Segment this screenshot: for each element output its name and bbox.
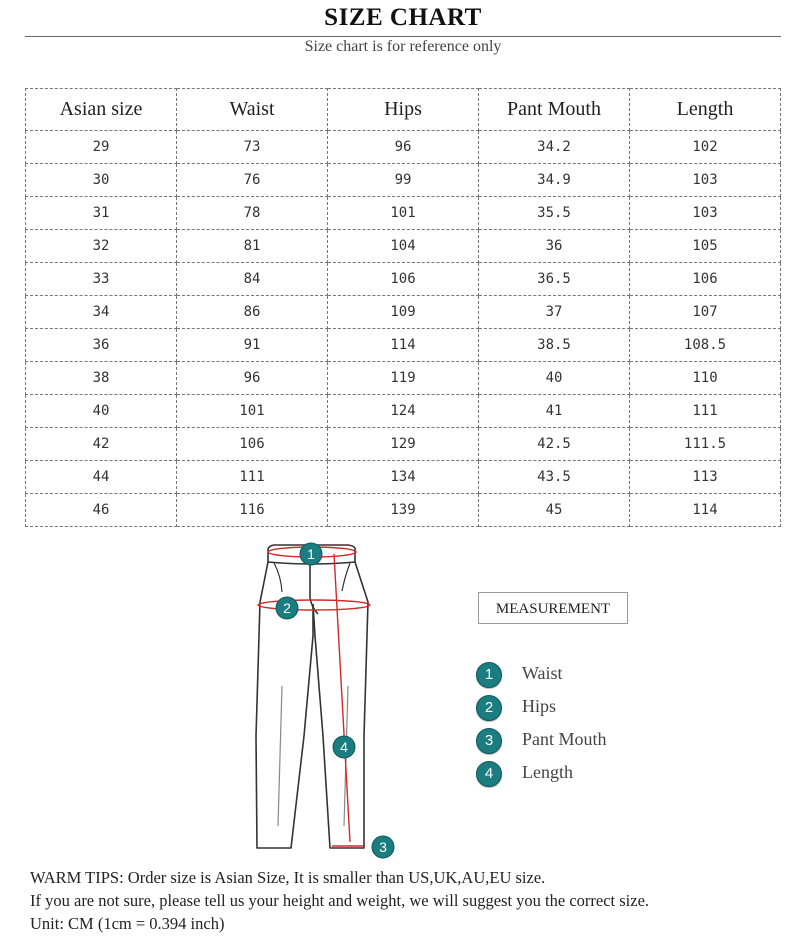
cell-pant-mouth: 34.9	[479, 164, 630, 197]
cell-length: 111	[630, 395, 781, 428]
cell-waist: 101	[177, 395, 328, 428]
legend-item-hips	[476, 695, 676, 721]
cell-waist: 76	[177, 164, 328, 197]
column-header-length: Length	[630, 89, 781, 131]
cell-waist: 84	[177, 263, 328, 296]
column-header-waist: Waist	[177, 89, 328, 131]
cell-waist: 96	[177, 362, 328, 395]
cell-waist: 106	[177, 428, 328, 461]
cell-hips: 119	[328, 362, 479, 395]
legend-item-pant-mouth	[476, 728, 676, 754]
pocket-left	[274, 563, 282, 592]
tips-line-1: WARM TIPS: Order size is Asian Size, It is smaller than US,UK,AU,EU size.	[30, 868, 546, 887]
cell-hips: 106	[328, 263, 479, 296]
marker-1-label: 1	[307, 546, 315, 562]
tips-unit-note: Unit: CM (1cm = 0.394 inch)	[30, 914, 225, 933]
cell-length: 113	[630, 461, 781, 494]
cell-length: 108.5	[630, 329, 781, 362]
cell-asian-size: 31	[26, 197, 177, 230]
legend-label: Pant Mouth	[522, 729, 607, 749]
cell-pant-mouth: 38.5	[479, 329, 630, 362]
table-row	[26, 197, 781, 230]
table-row	[26, 230, 781, 263]
number-1-icon: 1	[476, 662, 502, 688]
legend-item-length	[476, 761, 676, 787]
table-row	[26, 395, 781, 428]
marker-2-label: 2	[283, 600, 291, 616]
cell-length: 103	[630, 164, 781, 197]
measurement-heading: MEASUREMENT	[478, 592, 628, 624]
right-leg-outline	[313, 562, 368, 848]
cell-waist: 91	[177, 329, 328, 362]
cell-waist: 81	[177, 230, 328, 263]
cell-length: 107	[630, 296, 781, 329]
cell-hips: 109	[328, 296, 479, 329]
legend-label: Waist	[522, 663, 563, 683]
cell-length: 110	[630, 362, 781, 395]
cell-asian-size: 44	[26, 461, 177, 494]
table-row	[26, 263, 781, 296]
cell-hips: 114	[328, 329, 479, 362]
cell-pant-mouth: 42.5	[479, 428, 630, 461]
cell-asian-size: 33	[26, 263, 177, 296]
cell-hips: 124	[328, 395, 479, 428]
pocket-right	[342, 563, 350, 591]
title-divider	[25, 36, 781, 37]
table-body	[26, 131, 781, 527]
cell-hips: 129	[328, 428, 479, 461]
cell-asian-size: 34	[26, 296, 177, 329]
cell-asian-size: 29	[26, 131, 177, 164]
legend-label: Hips	[522, 696, 557, 716]
table-row	[26, 362, 781, 395]
cell-pant-mouth: 41	[479, 395, 630, 428]
cell-pant-mouth: 35.5	[479, 197, 630, 230]
cell-hips: 96	[328, 131, 479, 164]
number-3-icon: 3	[476, 728, 502, 754]
cell-waist: 78	[177, 197, 328, 230]
cell-asian-size: 32	[26, 230, 177, 263]
cell-pant-mouth: 40	[479, 362, 630, 395]
cell-length: 111.5	[630, 428, 781, 461]
cell-asian-size: 30	[26, 164, 177, 197]
cell-hips: 134	[328, 461, 479, 494]
marker-group	[276, 543, 394, 858]
size-table	[25, 88, 781, 527]
table-row	[26, 494, 781, 527]
cell-asian-size: 38	[26, 362, 177, 395]
fly-outline	[310, 564, 318, 614]
legend-label: Length	[522, 762, 573, 782]
page-subtitle: Size chart is for reference only	[304, 38, 502, 55]
cell-asian-size: 46	[26, 494, 177, 527]
cell-hips: 139	[328, 494, 479, 527]
number-4-icon: 4	[476, 761, 502, 787]
column-header-pant-mouth: Pant Mouth	[479, 89, 630, 131]
table-row	[26, 461, 781, 494]
page-title: SIZE CHART	[324, 4, 482, 31]
pants-diagram	[240, 536, 410, 866]
cell-pant-mouth: 36	[479, 230, 630, 263]
table-row	[26, 329, 781, 362]
cell-hips: 104	[328, 230, 479, 263]
cell-pant-mouth: 34.2	[479, 131, 630, 164]
marker-3-label: 3	[379, 839, 387, 855]
cell-length: 102	[630, 131, 781, 164]
column-header-asian-size: Asian size	[26, 89, 177, 131]
cell-waist: 73	[177, 131, 328, 164]
cell-pant-mouth: 45	[479, 494, 630, 527]
cell-length: 105	[630, 230, 781, 263]
column-header-hips: Hips	[328, 89, 479, 131]
cell-waist: 116	[177, 494, 328, 527]
cell-pant-mouth: 36.5	[479, 263, 630, 296]
tips-line-2: If you are not sure, please tell us your height and weight, we will suggest you the correct size.	[30, 891, 650, 910]
cell-pant-mouth: 37	[479, 296, 630, 329]
legend-item-waist	[476, 662, 676, 688]
cell-waist: 86	[177, 296, 328, 329]
cell-asian-size: 42	[26, 428, 177, 461]
cell-length: 114	[630, 494, 781, 527]
table-row	[26, 428, 781, 461]
table-header-row	[26, 89, 781, 131]
cell-length: 103	[630, 197, 781, 230]
cell-length: 106	[630, 263, 781, 296]
cell-asian-size: 36	[26, 329, 177, 362]
cell-hips: 99	[328, 164, 479, 197]
cell-asian-size: 40	[26, 395, 177, 428]
table-row	[26, 296, 781, 329]
cell-waist: 111	[177, 461, 328, 494]
table-row	[26, 164, 781, 197]
cell-pant-mouth: 43.5	[479, 461, 630, 494]
number-2-icon: 2	[476, 695, 502, 721]
cell-hips: 101	[328, 197, 479, 230]
warm-tips	[30, 866, 800, 935]
marker-4-label: 4	[340, 739, 348, 755]
table-row	[26, 131, 781, 164]
